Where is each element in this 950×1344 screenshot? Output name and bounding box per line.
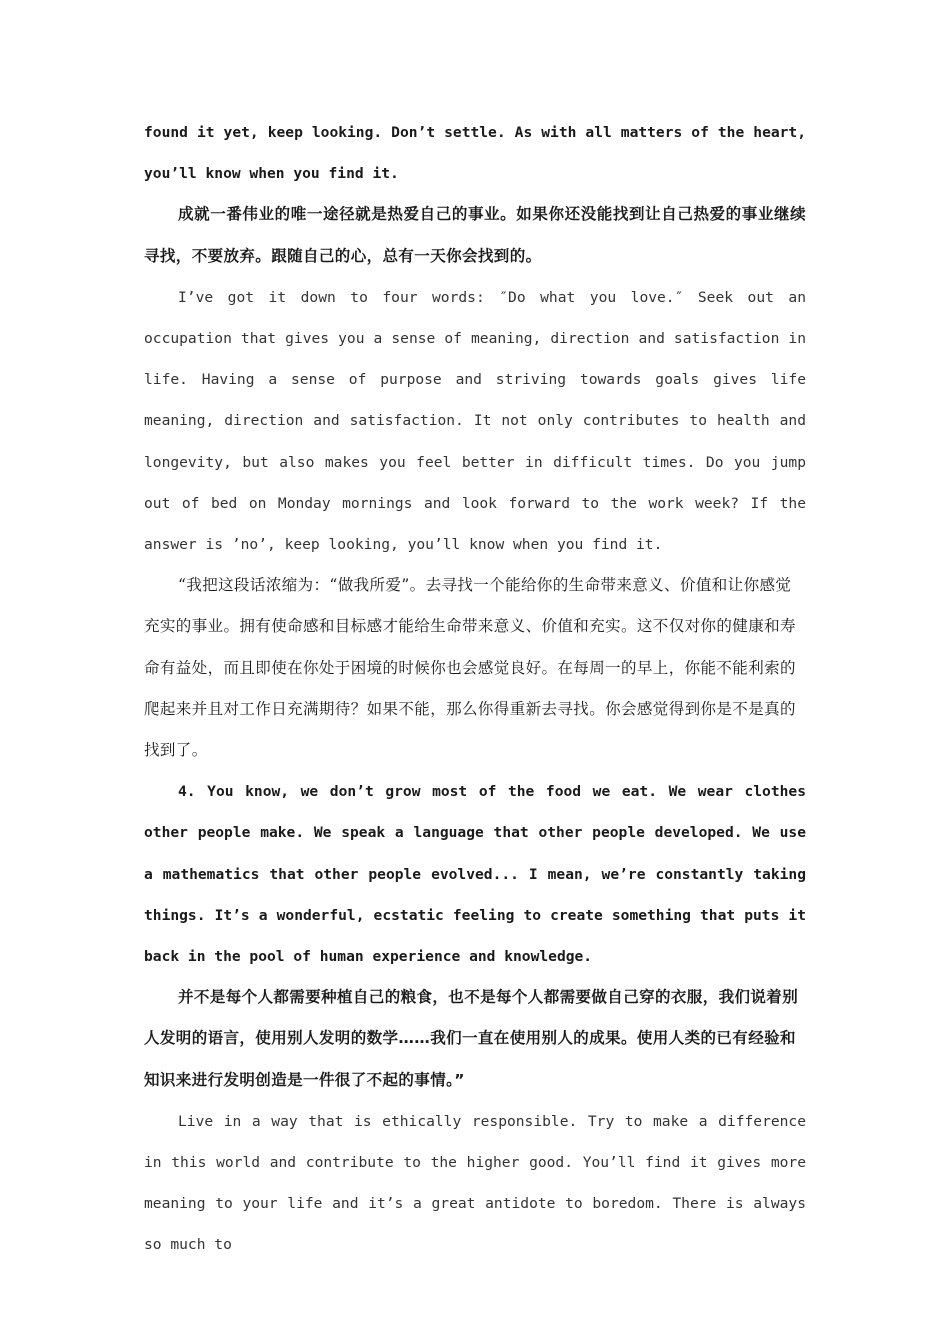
document-page <box>144 112 806 1266</box>
paragraph-6: 并不是每个人都需要种植自己的粮食，也不是每个人都需要做自己穿的衣服，我们说着别人发明的语言，使用别人发明的数学……我们一直在使用别人的成果。使用人类的已有经验和知识来进行发明创造是一件很了不起的事情。” <box>144 988 799 1089</box>
paragraph-2: 成就一番伟业的唯一途径就是热爱自己的事业。如果你还没能找到让自己热爱的事业继续寻找，不要放弃。跟随自己的心，总有一天你会找到的。 <box>144 205 806 265</box>
paragraph-7: Live in a way that is ethically responsible. Try to make a difference in this world and contribute to the higher good. You’ll find it gives more meaning to your life and it’s a great antidote to boredom. There is always so much to <box>144 1112 806 1254</box>
paragraph-5: 4. You know, we don’t grow most of the food we eat. We wear clothes other people make. We speak a language that other people developed. We use a mathematics that other people evolved... I mean, we’re constantly taking things. It’s a wonderful, ecstatic feeling to create something that puts it back in the pool of human experience and knowledge. <box>144 783 806 966</box>
paragraph-4: “我把这段话浓缩为：“做我所爱”。去寻找一个能给你的生命带来意义、价值和让你感觉充实的事业。拥有使命感和目标感才能给生命带来意义、价值和充实。这不仅对你的健康和寿命有益处，而且即使在你处于困境的时候你也会感觉良好。在每周一的早上，你能不能利索的爬起来并且对工作日充满期待？如果不能，那么你得重新去寻找。你会感觉得到你是不是真的找到了。 <box>144 576 796 760</box>
paragraph-1: found it yet, keep looking. Don’t settle. As with all matters of the heart, you’ll know when you find it. <box>144 124 806 183</box>
paragraph-3: I’ve got it down to four words: ″Do what you love.″ Seek out an occupation that gives you a sense of meaning, direction and satisfaction in life. Having a sense of purpose and striving towards goals gives life meaning, direction and satisfaction. It not only contributes to health and longevity, but also makes you feel better in difficult times. Do you jump out of bed on Monday mornings and look forward to the work week? If the answer is ’no’, keep looking, you’ll know when you find it. <box>144 288 806 554</box>
